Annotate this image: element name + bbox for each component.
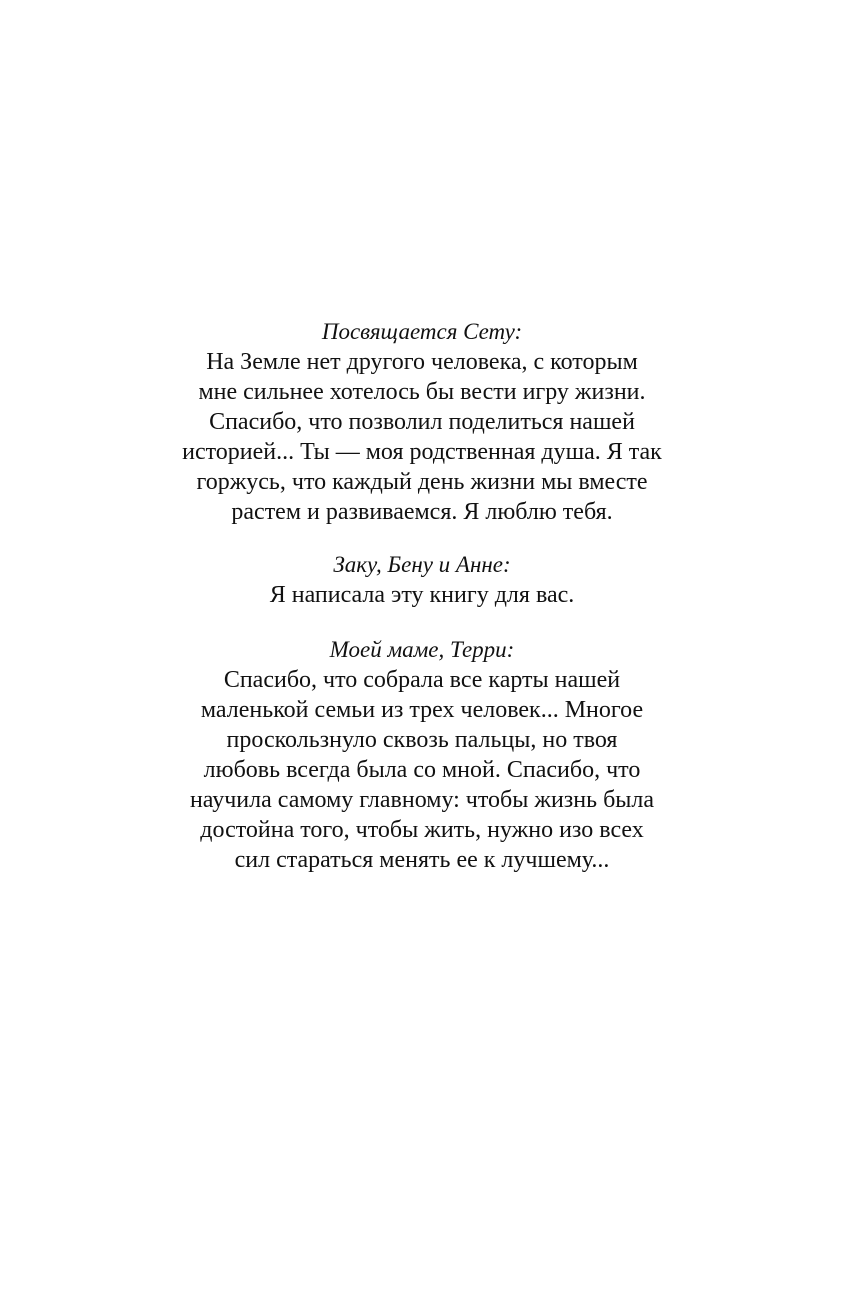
dedication-line: Спасибо, что собрала все карты нашей (223, 667, 621, 693)
dedication-line: Спасибо, что позволил поделиться нашей (209, 409, 635, 435)
dedication-line: На Земле нет другого человека, с которым (206, 349, 638, 375)
dedication-line: растем и развиваемся. Я люблю тебя. (231, 499, 613, 525)
dedication-line: проскользнуло сквозь пальцы, но твоя (226, 727, 618, 753)
dedication-line: достойна того, чтобы жить, нужно изо всех (200, 817, 644, 843)
dedication-seth (0, 317, 844, 527)
dedication-line: сил стараться менять ее к лучшему... (234, 847, 610, 873)
dedication-line: Я написала эту книгу для вас. (269, 582, 575, 608)
dedication-line: маленькой семьи из трех человек... Многое (200, 697, 644, 723)
dedication-mother (0, 635, 844, 875)
dedication-line: горжусь, что каждый день жизни мы вместе (196, 469, 648, 495)
dedication-heading: Моей маме, Терри: (329, 637, 515, 662)
dedication-line: научила самому главному: чтобы жизнь была (189, 787, 655, 813)
dedication-children (0, 550, 844, 610)
dedication-line: мне сильнее хотелось бы вести игру жизни. (198, 379, 646, 405)
dedication-line: любовь всегда была со мной. Спасибо, что (203, 757, 641, 783)
dedication-heading: Заку, Бену и Анне: (333, 552, 511, 577)
dedication-heading: Посвящается Сету: (321, 319, 523, 344)
dedication-line: историей... Ты — моя родственная душа. Я так (182, 439, 662, 465)
